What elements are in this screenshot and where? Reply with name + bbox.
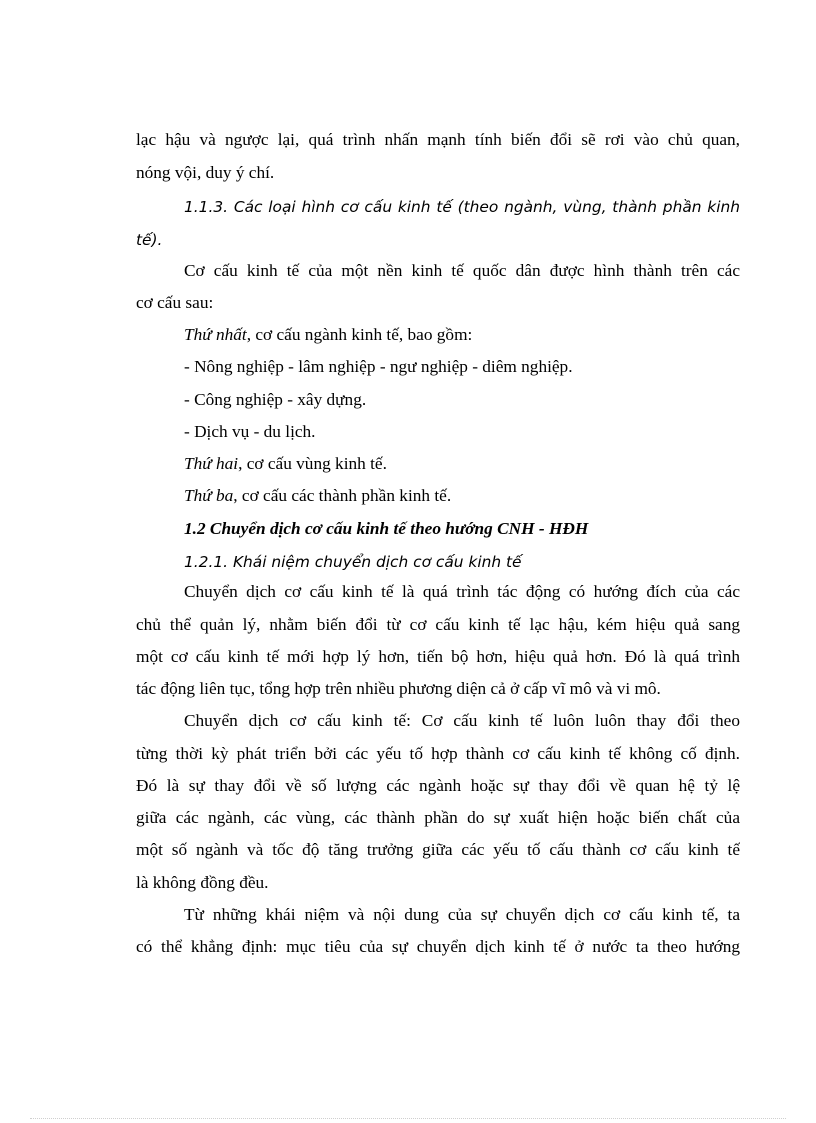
section-heading-1-2-1: 1.2.1. Khái niệm chuyển dịch cơ cấu kinh tế (184, 553, 522, 571)
paragraph-line: Cơ cấu kinh tế của một nền kinh tế quốc dân được hình thành trên các (184, 261, 740, 280)
paragraph-line: có thể khẳng định: mục tiêu của sự chuyển dịch kinh tế ở nước ta theo hướng (136, 937, 740, 956)
paragraph-line: là không đồng đều. (136, 873, 269, 892)
paragraph-line: lạc hậu và ngược lại, quá trình nhấn mạnh tính biến đổi sẽ rơi vào chủ quan, (136, 130, 740, 149)
list-intro-first (184, 323, 472, 347)
section-heading-1-1-3: 1.1.3. Các loại hình cơ cấu kinh tế (theo ngành, vùng, thành phần kinh (184, 198, 740, 216)
paragraph-line: chủ thể quản lý, nhằm biến đổi từ cơ cấu kinh tế lạc hậu, kém hiệu quả sang (136, 615, 740, 634)
page-bottom-divider (30, 1118, 786, 1119)
list-item: - Nông nghiệp - lâm nghiệp - ngư nghiệp - diêm nghiệp. (184, 357, 573, 376)
section-heading-1-1-3-continued: tế). (136, 231, 163, 249)
emphasis-text: Thứ hai (184, 454, 239, 473)
list-intro-text: , cơ cấu ngành kinh tế, bao gồm: (246, 325, 473, 344)
emphasis-text: Thứ ba (184, 486, 234, 505)
list-intro-text: , cơ cấu các thành phần kinh tế. (233, 486, 452, 505)
paragraph-line: Chuyển dịch cơ cấu kinh tế: Cơ cấu kinh tế luôn luôn thay đổi theo (184, 711, 740, 730)
list-intro-third (184, 484, 451, 508)
paragraph-line: tác động liên tục, tổng hợp trên nhiều phương diện cả ở cấp vĩ mô và vi mô. (136, 679, 661, 698)
paragraph-line: một cơ cấu kinh tế mới hợp lý hơn, tiến bộ hơn, hiệu quả hơn. Đó là quá trình (136, 647, 740, 666)
paragraph-line: Từ những khái niệm và nội dung của sự chuyển dịch cơ cấu kinh tế, ta (184, 905, 740, 924)
paragraph-line: cơ cấu sau: (136, 293, 214, 312)
list-item: - Dịch vụ - du lịch. (184, 422, 316, 441)
paragraph-line: từng thời kỳ phát triển bởi các yếu tố hợp thành cơ cấu kinh tế không cố định. (136, 744, 740, 763)
paragraph-line: nóng vội, duy ý chí. (136, 163, 275, 182)
paragraph-line: Chuyển dịch cơ cấu kinh tế là quá trình tác động có hướng đích của các (184, 582, 740, 601)
paragraph-line: giữa các ngành, các vùng, các thành phần do sự xuất hiện hoặc biến chất của (136, 808, 740, 827)
emphasis-text: Thứ nhất (184, 325, 247, 344)
list-intro-second (184, 452, 387, 476)
section-heading-1-2: 1.2 Chuyển dịch cơ cấu kinh tế theo hướng CNH - HĐH (184, 519, 589, 538)
paragraph-line: Đó là sự thay đổi về số lượng các ngành hoặc sự thay đổi về quan hệ tỷ lệ (136, 776, 740, 795)
list-intro-text: , cơ cấu vùng kinh tế. (238, 454, 387, 473)
paragraph-line: một số ngành và tốc độ tăng trưởng giữa các yếu tố cấu thành cơ cấu kinh tế (136, 840, 740, 859)
list-item: - Công nghiệp - xây dựng. (184, 390, 367, 409)
